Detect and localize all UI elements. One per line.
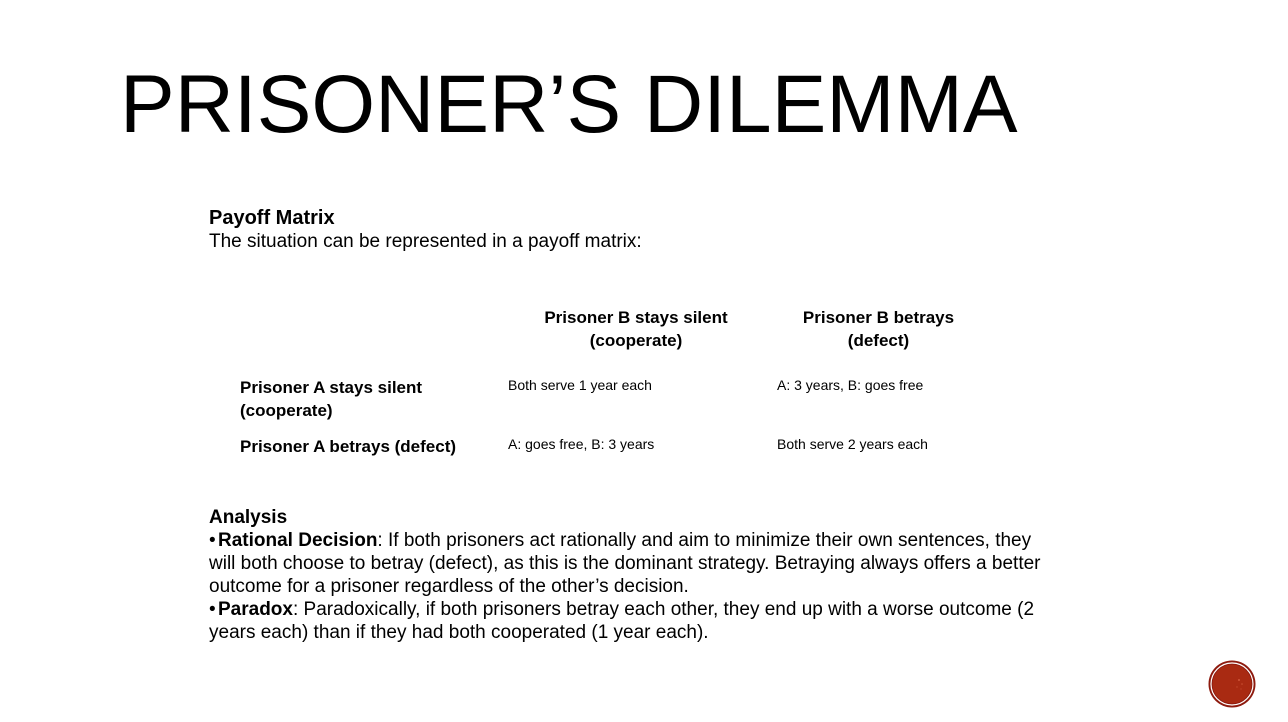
row-header-a-silent-line2: (cooperate) <box>240 401 333 420</box>
analysis-heading: Analysis <box>209 507 288 528</box>
analysis-bullet-rational <box>209 529 1049 598</box>
matrix-cell-betray-silent: A: goes free, B: 3 years <box>508 436 655 452</box>
payoff-section <box>209 206 1049 254</box>
column-header-b-betrays <box>781 306 976 352</box>
row-header-a-betrays-line1: Prisoner A betrays (defect) <box>240 437 457 456</box>
matrix-cell-silent-betray: A: 3 years, B: goes free <box>777 377 924 393</box>
row-header-a-betrays <box>240 435 500 458</box>
column-header-b-silent-line2: (cooperate) <box>589 331 683 350</box>
column-header-b-silent <box>521 306 751 352</box>
matrix-cell-betray-betray: Both serve 2 years each <box>777 436 928 452</box>
bullet-text: : Paradoxically, if both prisoners betray each other, they end up with a worse outcome (2 years each) than if they had both cooperated (1 year each). <box>209 599 1035 643</box>
seal-icon <box>1208 660 1256 708</box>
analysis-section <box>209 506 1049 644</box>
column-header-b-betrays-line1: Prisoner B betrays <box>802 308 955 327</box>
payoff-heading: Payoff Matrix <box>209 207 335 229</box>
payoff-intro: The situation can be represented in a payoff matrix: <box>209 231 642 252</box>
bullet-term: Paradox <box>218 599 293 620</box>
bullet-mark: • <box>209 599 216 620</box>
bullet-mark: • <box>209 530 216 551</box>
column-header-b-betrays-line2: (defect) <box>847 331 910 350</box>
row-header-a-silent <box>240 376 500 422</box>
bullet-text: : If both prisoners act rationally and aim to minimize their own sentences, they will both choose to betray (defect), as this is the dominant strategy. Betraying always offers a better outcome for a prisoner regardless of the other’s decision. <box>209 530 1041 597</box>
slide-title: PRISONER’S DILEMMA <box>120 59 1018 150</box>
presentation-logo-badge <box>1208 660 1256 708</box>
matrix-cell-silent-silent: Both serve 1 year each <box>508 377 652 393</box>
analysis-bullet-paradox <box>209 598 1049 644</box>
row-header-a-silent-line1: Prisoner A stays silent <box>240 378 423 397</box>
payoff-matrix <box>231 300 991 470</box>
bullet-term: Rational Decision <box>218 530 378 551</box>
column-header-b-silent-line1: Prisoner B stays silent <box>544 308 728 327</box>
